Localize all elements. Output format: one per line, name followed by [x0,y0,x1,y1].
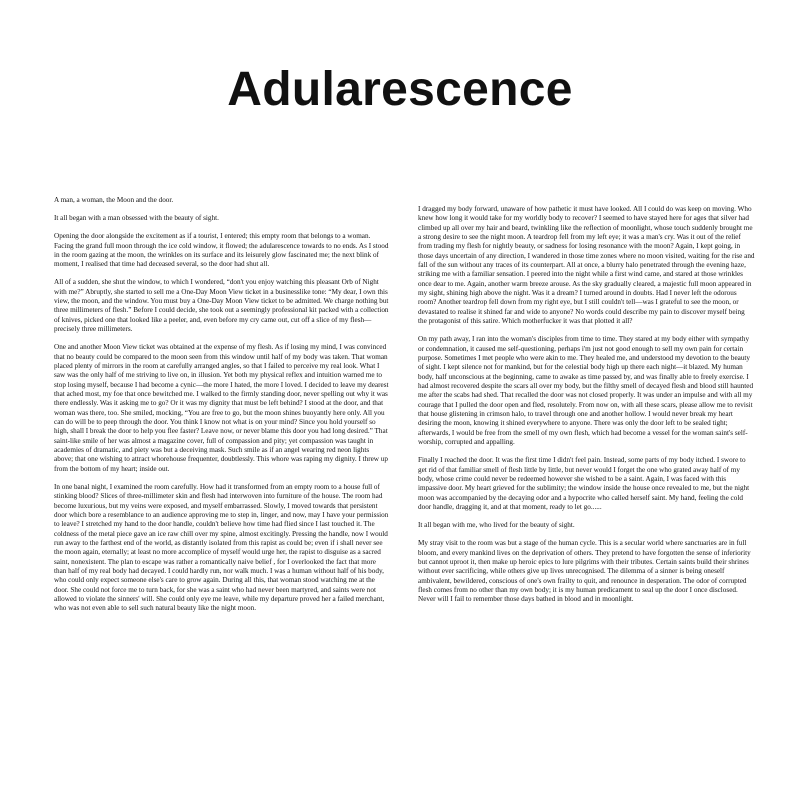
paragraph: One and another Moon View ticket was obtained at the expense of my flesh. As if losing my mind, I was convinced that no beauty could be compared to the moon seen from this window until half of my body was taken. That woman placed plenty of mirrors in the room at carefully arranged angles, so that I failed to perceive my real look. What I saw was the only half of me striving to live on, in illusion. Yet both my physical reflex and intuition warned me to stop losing myself, because I had become a cynic—the more I hated, the more I loved. I decided to leave my dearest that ached most, my foe that once bewitched me. I walked to the firmly standing door, never spelling out why it was there endlessly. Was it asking me to go? Or it was my dignity that must be left behind? I stood at the door, and that woman was there, too. She smiled, mocking, “You are free to go, but the moon shines buoyantly here only. All you can do will be to peep through the door. You think I know not what is on your mind? Since you hold yourself so high, shall I break the door to help you flee faster? Leave now, or never blame this door you had long desired.” That saint-like smile of her was almost a magazine cover, full of compassion and pity; yet compassion was taught in academies of dramatic, and piety was but a deceiving mask. Such smile as if an angel wearing red neon lights above; that one wishing to attract whorehouse frequenter, doubtlessly. This whore was raping my dignity. I threw up from the bottom of my heart; inside out. [54,343,389,473]
paragraph: Opening the door alongside the excitement as if a tourist, I entered; this empty room that belongs to a woman. Facing the grand full moon through the ice cold window, it flowed; the adularescence towards to no ends. As I stood in the room gazing at the moon, the wrinkles on its surface and its leisurely glow fascinated me; the next blink of moment, I realised that time had deceased several, so the door had shut all. [54,232,389,269]
page-title: Adularescence [227,63,573,116]
paragraph: It all began with me, who lived for the beauty of sight. [418,521,575,530]
paragraph: A man, a woman, the Moon and the door. [54,196,174,204]
paragraph: In one banal night, I examined the room carefully. How had it transformed from an empty room to a house full of stinking blood? Slices of three-millimeter skin and flesh had interwoven into furniture of the house. The room had become luxurious, but my veins were exposed, and myself embarrassed. Slowly, I moved towards that persistent door which bore a resemblance to an audience approving me to step in, linger, and now, may I have your permission to leave? I stretched my hand to the door handle, couldn't believe how time had flied since I last touched it. The coldness of the metal piece gave an ice raw chill over my spine, almost excitingly. Pressing the handle, now I would run away to the farthest end of the world, as distantly isolated from this rapist as could be; even if i shall never see the moon again, eternally; at least no more accomplice of myself would urge her, the rapist to disguise as a sacred saint, nonexistent. The plan to escape was rather a romantically naive belief , for I overlooked the fact that more than half of my real body had decayed. I could hardly run, nor walk much. I was a human without half of his body, who could only expect someone else's care to grow again. During all this, that woman stood watching me at the door. She could not force me to turn back, for she was a saint who had never been martyred, and saints were not allowed to violate the sinners' will. She could only eye me leave, while my departure proved her a failed merchant, who was not even able to sell such natural beauty like the night moon. [54,482,389,613]
paragraph: I dragged my body forward, unaware of how pathetic it must have looked. All I could do was keep on moving. Who knew how long it would take for my worldly body to recover? I seemed to have stayed here for ages that silver had climbed up all over my hair and beard, twinkling like the reflection of moonlight, whose touch suddenly brought me a strong desire to see the night moon. A teardrop fell from my left eye; it was a man's cry. Was it out of the relief from trading my flesh for nightly beauty, or sadness for losing resonance with the moon? Again, I kept going, in those days uncertain of any direction, I wandered in those time zones where no moon visited, waiting for the rise and fall of the sun without any traces of its counterpart. All at once, a blurry halo penetrated through the evening haze, striking me with a familiar sensation. I peered into the night while a first wind came, and stared at those wrinkles once dear to me. Again, another warm breeze arouse. As the sky gradually cleared, a majestic full moon appeared in my sight, shining high above the night. Was it a dream? I turned around in doubts. Had I never left the odorous room? Another teardrop fell down from my right eye, but I still couldn't tell—was I grateful to see the moon, or devastated to realise it shined far and wide to anyone? No words could describe my pain to discover myself being the protagonist of this satire. Which motherfucker it was that plotted it all? [418,205,755,326]
paragraph: It all began with a man obsessed with the beauty of sight. [54,214,219,223]
paragraph: Finally I reached the door. It was the first time I didn't feel pain. Instead, some parts of my body itched. I swore to get rid of that familiar smell of flesh little by little, but never would I forget the one who grated away half of my body, whose crime could never be redeemed however she wished to be a saint. Again, I was faced with this impassive door. My heart grieved for the sublimity; the window inside the house once revealed to me, but the night moon was accompanied by the decaying odor and a hypocrite who called herself saint. My hand, feeling the cold door handle, dragging it, and at that moment, ready to let go...... [418,456,750,511]
paragraph: All of a sudden, she shut the window, to which I wondered, “don't you enjoy watching this pleasant Orb of Night with me?” Abruptly, she started to sell me a One-Day Moon View ticket in a businesslike tone: “My dear, I own this view, the moon, and the window. You must buy a One-Day Moon View ticket to be admitted. We charge nothing but three millimeters of flesh.” Before I could decide, she took out a seemingly professional kit packed with a collection of knives, picked one that looked like a peeler, and, even before my cry came out, cut off a slice of my flesh—precisely three millimeters. [54,278,389,334]
paragraph: My stray visit to the room was but a stage of the human cycle. This is a secular world where sanctuaries are in full bloom, and every mankind lives on the deprivation of others. They pretend to have forgotten the sense of inferiority but cannot uproot it, then make up heroic epics to lure pilgrims with their tributes. Certain saints build their shrines without ever sacrificing, while others give up lives unrecognised. The dilemma of a sinner is being oneself ambivalent, bewildered, conscious of one's own frailty to quit, and renounce in desperation. The odor of corrupted flesh comes from no other than my own body; it is my human predicament to seal up the door I once disclosed. Never will I fail to remember those days bathed in blood and in moonlight. [418,539,751,604]
paragraph: On my path away, I ran into the woman's disciples from time to time. They stared at my body either with sympathy or condemnation, it caused me self-questioning, perhaps i'm just not good enough to sell my own pain for certain purpose. Sometimes I met people who were akin to me. They healed me, and understood my devotion to the beauty of sight. I kept silence not for mankind, but for the celestial body high up there each night—it blazed. My human body, half unconscious at the beginning, came to awake as time passed by, and was finally able to freely exercise. I had almost recovered despite the scars all over my body, but the filthy smell of decayed flesh and blood still haunted me after the scabs had shed. That recalled the door was not closed properly. It was under an impulse and with all my courage that I pulled the door open and fled, resolutely. From now on, with all these scars, please allow me to revisit that house glistening in crimson halo, to travel through one and another hollow. I would never break my heart desiring the moon, knowing it shined everywhere to anyone. There was only the door left to be sealed tight; afterwards, I would be free from the smell of my own flesh, which had become a vessel for the woman saint's self-worship, corrupted and appalling. [418,335,754,447]
left-column [54,196,390,623]
right-column [418,205,755,613]
